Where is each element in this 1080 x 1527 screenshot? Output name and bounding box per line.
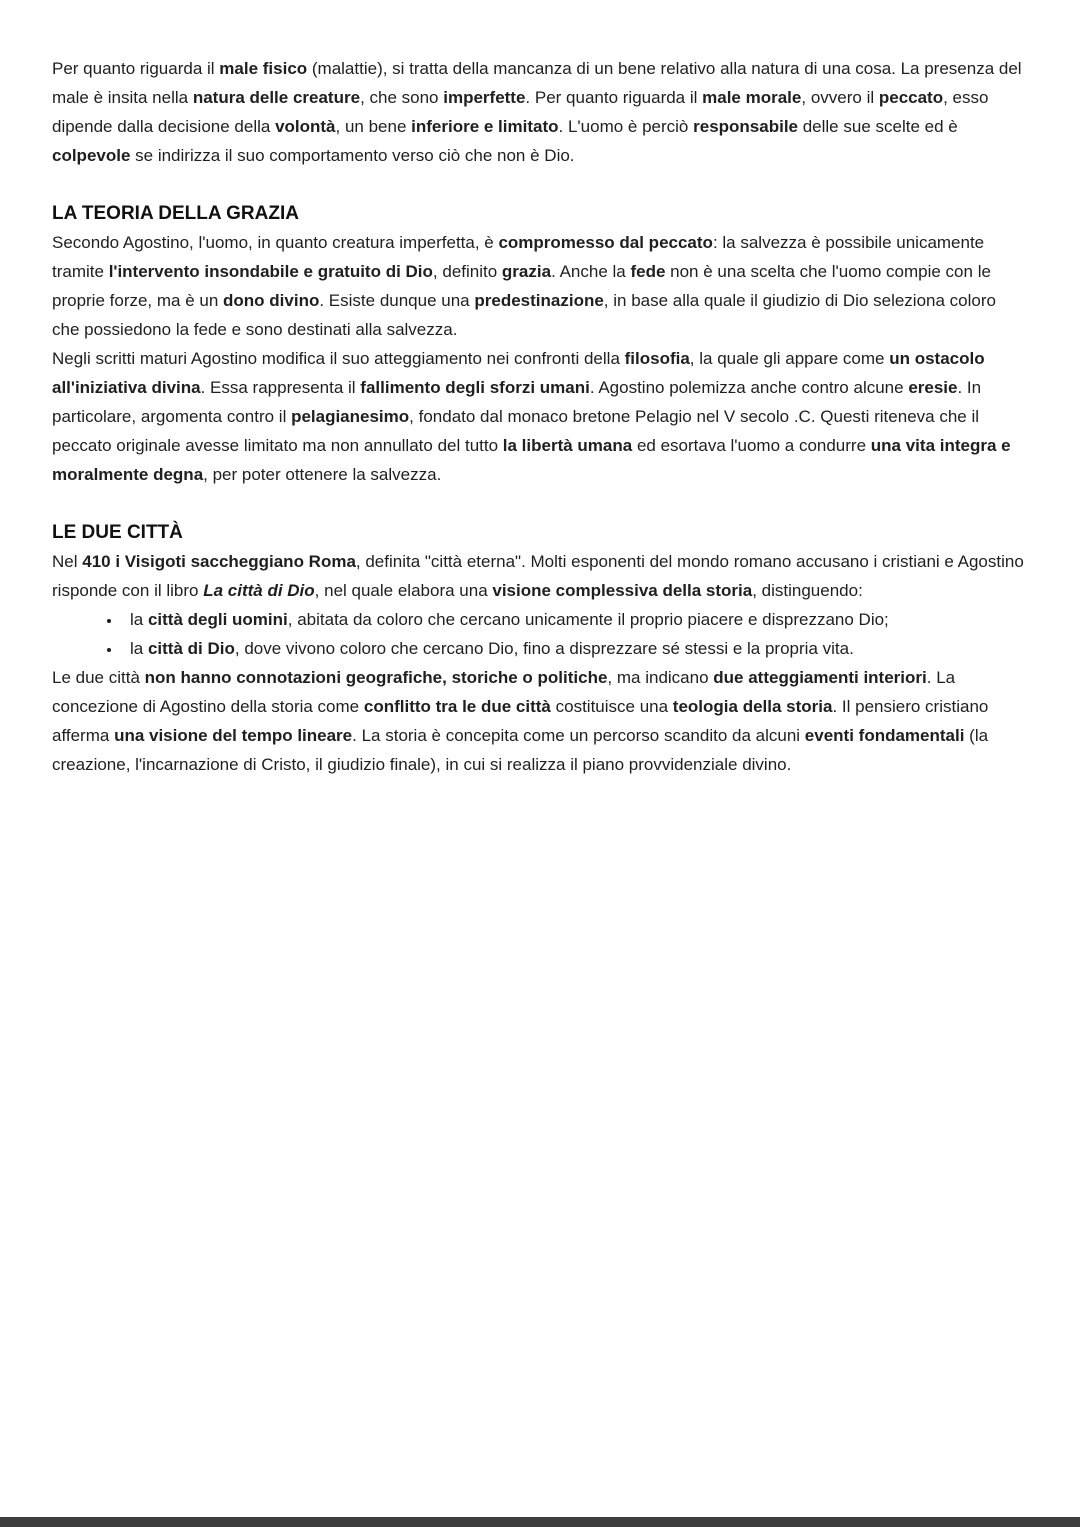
text-run: 410 i Visigoti saccheggiano Roma bbox=[82, 552, 356, 571]
text-run: costituisce una bbox=[550, 697, 673, 716]
document-content bbox=[52, 54, 1028, 779]
text-run: filosofia bbox=[624, 349, 690, 368]
text-run: fede bbox=[630, 262, 666, 281]
text-run: , distinguendo: bbox=[752, 581, 863, 600]
text-run: . Anche la bbox=[551, 262, 631, 281]
text-run: colpevole bbox=[52, 146, 131, 165]
text-run: : la salvezza è possibile unicamente tramite bbox=[52, 233, 985, 281]
text-run: , definita "città eterna". Molti esponenti del mondo romano accusano i cristiani e Agostino risponde con il libro bbox=[52, 552, 1024, 600]
text-run: peccato bbox=[878, 88, 944, 107]
text-run: una visione del tempo lineare bbox=[114, 726, 353, 745]
text-run: delle sue scelte ed è bbox=[798, 117, 958, 136]
text-run: . Il pensiero cristiano afferma bbox=[52, 697, 989, 745]
paragraph bbox=[52, 54, 1028, 170]
text-run: , un bene bbox=[335, 117, 412, 136]
text-run: , che sono bbox=[360, 88, 444, 107]
text-run: città degli uomini bbox=[147, 610, 288, 629]
text-run: città di Dio bbox=[147, 639, 235, 658]
text-run: grazia bbox=[501, 262, 552, 281]
text-run: , definito bbox=[432, 262, 502, 281]
text-run: male morale bbox=[702, 88, 802, 107]
text-run: . Per quanto riguarda il bbox=[525, 88, 703, 107]
text-run: . Essa rappresenta il bbox=[200, 378, 361, 397]
text-run: predestinazione bbox=[474, 291, 604, 310]
section-heading: LE DUE CITTÀ bbox=[52, 522, 183, 543]
text-run: conflitto tra le due città bbox=[363, 697, 551, 716]
text-run: Nel bbox=[52, 552, 83, 571]
text-run: responsabile bbox=[693, 117, 798, 136]
text-run: non è una scelta che l'uomo compie con le proprie forze, ma è un bbox=[52, 262, 991, 310]
text-run: un ostacolo all'iniziativa divina bbox=[52, 349, 985, 397]
text-run: (malattie), si tratta della mancanza di un bene relativo alla natura di una cosa. La presenza del male è insita nella bbox=[52, 59, 1022, 107]
text-run: compromesso dal peccato bbox=[498, 233, 713, 252]
text-run: ed esortava l'uomo a condurre bbox=[632, 436, 871, 455]
paragraph bbox=[52, 228, 1028, 344]
text-run: l'intervento insondabile e gratuito di Dio bbox=[108, 262, 433, 281]
text-run: , in base alla quale il giudizio di Dio seleziona coloro che possiedono la fede e sono destinati alla salvezza. bbox=[52, 291, 996, 339]
text-run: visione complessiva della storia bbox=[492, 581, 753, 600]
text-run: . Esiste dunque una bbox=[319, 291, 475, 310]
text-run: , nel quale elabora una bbox=[314, 581, 493, 600]
text-run: la bbox=[130, 610, 148, 629]
text-run: . Agostino polemizza anche contro alcune bbox=[589, 378, 909, 397]
text-run: dono divino bbox=[223, 291, 320, 310]
section-heading: LA TEORIA DELLA GRAZIA bbox=[52, 203, 299, 224]
text-run: , dove vivono coloro che cercano Dio, fino a disprezzare sé stessi e la propria vita. bbox=[234, 639, 854, 658]
text-run: imperfette bbox=[443, 88, 526, 107]
text-run: , per poter ottenere la salvezza. bbox=[203, 465, 442, 484]
text-run: . La storia è concepita come un percorso scandito da alcuni bbox=[352, 726, 805, 745]
text-run: . La concezione di Agostino della storia come bbox=[52, 668, 956, 716]
text-run: Secondo Agostino, l'uomo, in quanto creatura imperfetta, è bbox=[52, 233, 499, 252]
paragraph bbox=[52, 547, 1028, 605]
list-item bbox=[122, 605, 1028, 634]
text-run: teologia della storia bbox=[672, 697, 833, 716]
text-run: , abitata da coloro che cercano unicamente il proprio piacere e disprezzano Dio; bbox=[287, 610, 889, 629]
text-run: la libertà umana bbox=[502, 436, 633, 455]
text-run: non hanno connotazioni geografiche, storiche o politiche bbox=[144, 668, 608, 687]
bullet-list bbox=[52, 605, 1028, 663]
text-run: fallimento degli sforzi umani bbox=[360, 378, 590, 397]
text-run: se indirizza il suo comportamento verso ciò che non è Dio. bbox=[130, 146, 575, 165]
list-item bbox=[122, 634, 1028, 663]
text-run: inferiore e limitato bbox=[411, 117, 559, 136]
text-run: , ma indicano bbox=[607, 668, 714, 687]
text-run: . In particolare, argomenta contro il bbox=[52, 378, 982, 426]
text-run: eventi fondamentali bbox=[804, 726, 965, 745]
text-run: , esso dipende dalla decisione della bbox=[52, 88, 989, 136]
text-run: pelagianesimo bbox=[291, 407, 410, 426]
text-run: due atteggiamenti interiori bbox=[713, 668, 927, 687]
bottom-edge-bar bbox=[0, 1517, 1080, 1527]
text-run: una vita integra e moralmente degna bbox=[52, 436, 1011, 484]
text-run: Negli scritti maturi Agostino modifica il suo atteggiamento nei confronti della bbox=[52, 349, 625, 368]
text-run: . L'uomo è perciò bbox=[558, 117, 694, 136]
text-run: La città di Dio bbox=[203, 581, 315, 600]
text-run: (la creazione, l'incarnazione di Cristo, il giudizio finale), in cui si realizza il piano provvidenziale divino. bbox=[52, 726, 989, 774]
text-run: male fisico bbox=[219, 59, 308, 78]
paragraph bbox=[52, 663, 1028, 779]
text-run: Per quanto riguarda il bbox=[52, 59, 220, 78]
text-run: , la quale gli appare come bbox=[689, 349, 890, 368]
text-run: , ovvero il bbox=[801, 88, 879, 107]
paragraph bbox=[52, 344, 1028, 489]
text-run: , fondato dal monaco bretone Pelagio nel V secolo .C. Questi riteneva che il peccato originale avesse limitato ma non annullato del tutto bbox=[52, 407, 980, 455]
text-run: volontà bbox=[275, 117, 336, 136]
text-run: natura delle creature bbox=[192, 88, 361, 107]
text-run: eresie bbox=[908, 378, 958, 397]
text-run: la bbox=[130, 639, 148, 658]
text-run: Le due città bbox=[52, 668, 145, 687]
